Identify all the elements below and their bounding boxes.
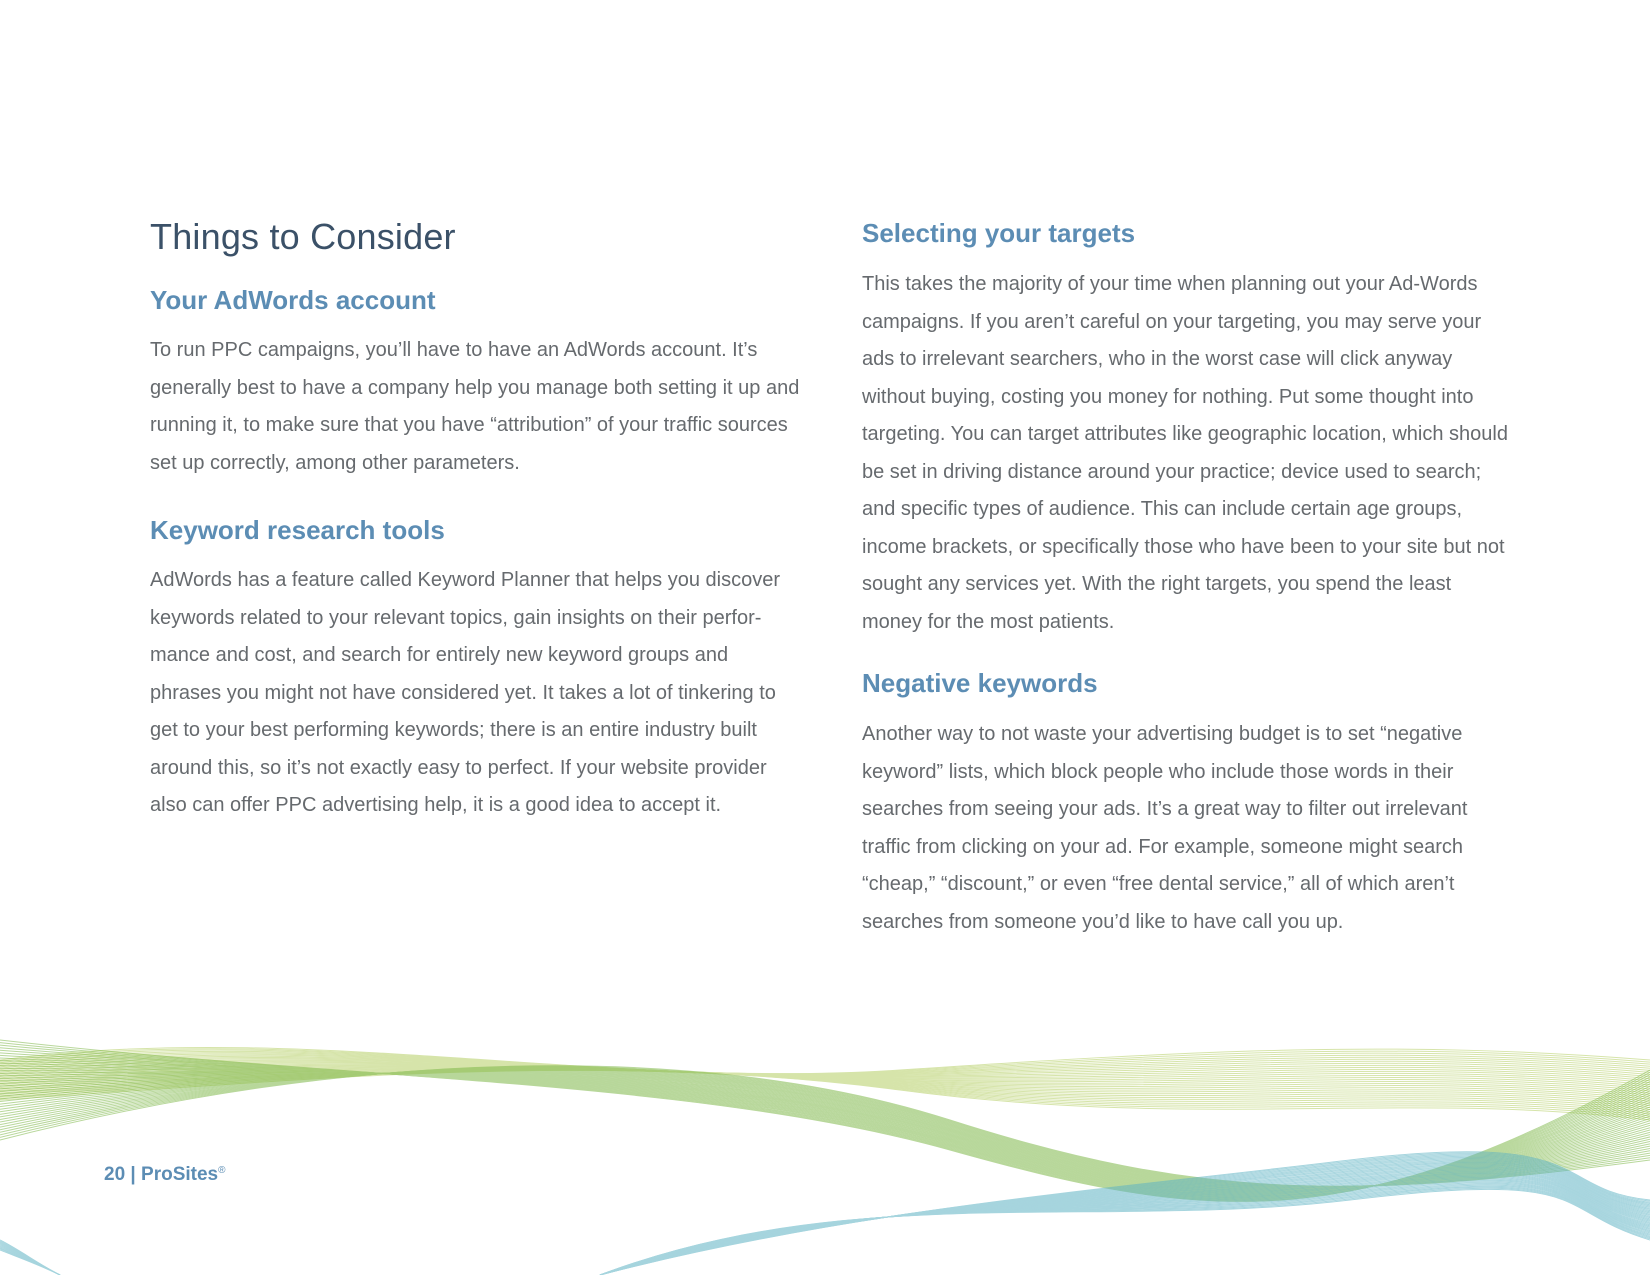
heading-adwords-account: Your AdWords account xyxy=(150,285,436,315)
heading-negative-keywords: Negative keywords xyxy=(862,668,1098,698)
registered-mark: ® xyxy=(218,1165,226,1176)
page-number: 20 xyxy=(104,1164,126,1185)
heading-keyword-research-tools: Keyword research tools xyxy=(150,515,445,545)
wave-line xyxy=(0,1250,60,1275)
heading-selecting-targets: Selecting your targets xyxy=(862,218,1136,248)
paragraph-adwords-account: To run PPC campaigns, you’ll have to have an AdWords account. It’s generally best to have a company help you manage both setting it up and running it, to make sure that you have “attribution” of your traffic sources set up correctly, among other parameters. xyxy=(150,339,800,474)
page-title: Things to Consider xyxy=(150,216,456,257)
paragraph-keyword-research-tools: AdWords has a feature called Keyword Planner that helps you discover keywords related to your relevant topics, gain insights on their perfor-mance and cost, and search for entirely new keyword groups and phrases you might not have considered yet. It takes a lot of tinkering to get to your best performing keywords; there is an entire industry built around this, so it’s not exactly easy to perfect. If your website provider also can offer PPC advertising help, it is a good idea to accept it. xyxy=(150,569,780,816)
footer-separator: | xyxy=(130,1164,136,1185)
paragraph-selecting-targets: This takes the majority of your time when planning out your Ad-Words campaigns. If you aren’t careful on your targeting, you may serve your ads to irrelevant searchers, who in the worst case will click anyway without buying, costing you money for nothing. Put some thought into targeting. You can target attributes like geographic location, which should be set in driving distance around your practice; device used to search; and specific types of audience. This can include certain age groups, income brackets, or specifically those who have been to your site but not sought any services yet. With the right targets, you spend the least money for the most patients. xyxy=(862,273,1508,633)
brand-name: ProSites xyxy=(141,1164,219,1185)
paragraph-negative-keywords: Another way to not waste your advertising budget is to set “negative keyword” lists, which block people who include those words in their searches from seeing your ads. It’s a great way to filter out irrelevant traffic from clicking on your ad. For example, someone might search “cheap,” “discount,” or even “free dental service,” all of which aren’t searches from someone you’d like to have call you up. xyxy=(862,723,1468,933)
page-footer xyxy=(104,1164,226,1186)
